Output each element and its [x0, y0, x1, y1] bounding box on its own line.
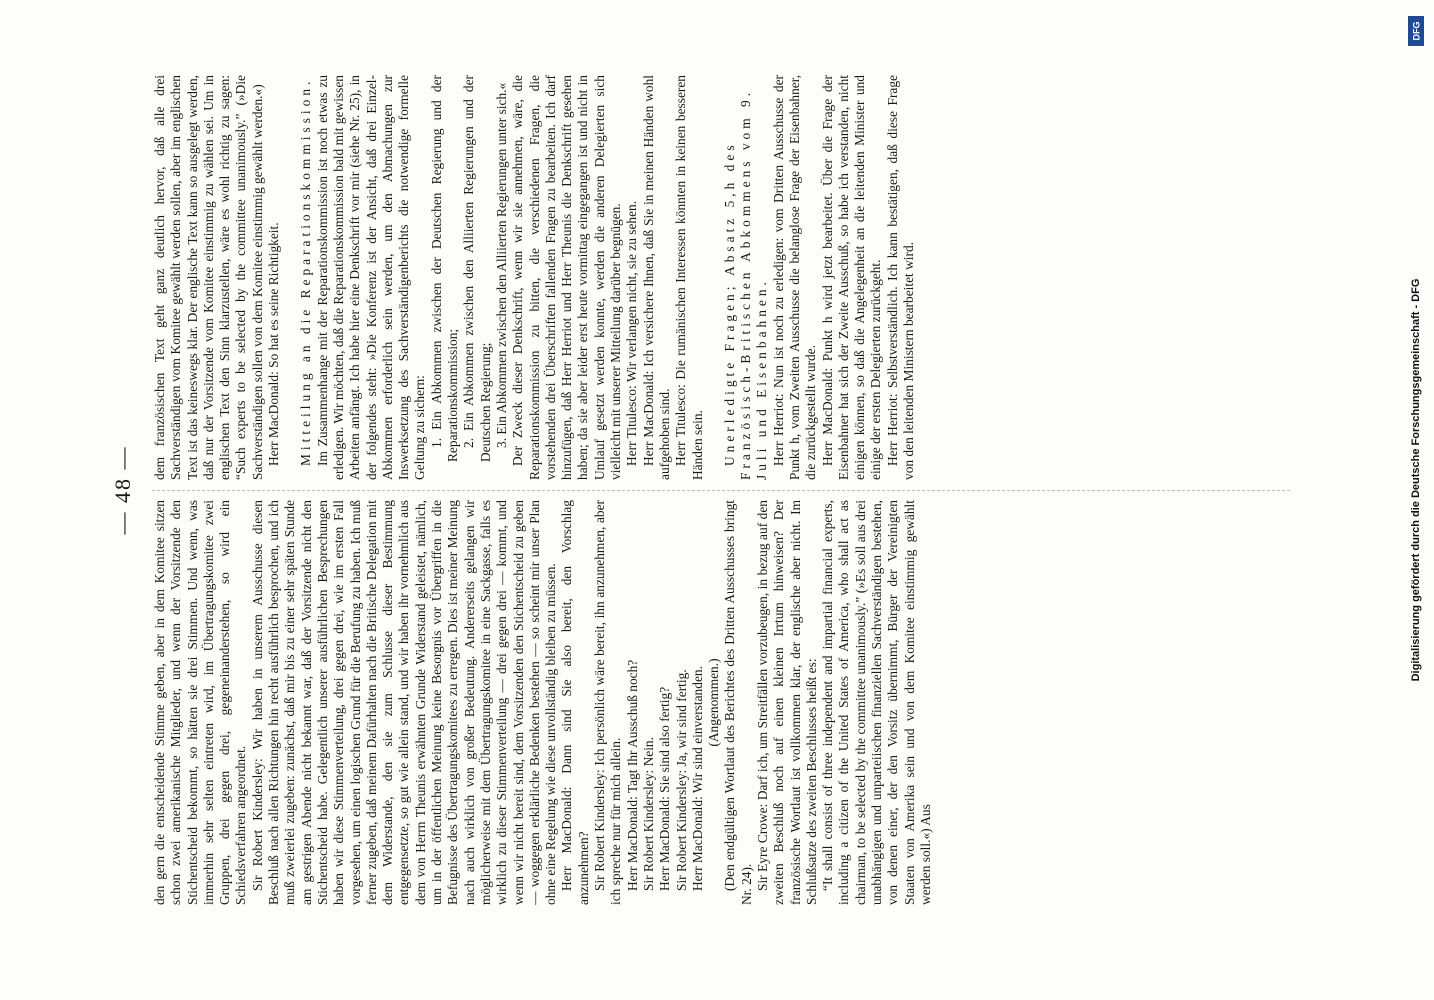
paragraph: Herr MacDonald: Wir sind einverstanden.: [689, 666, 705, 891]
paragraph: Im Zusammenhange mit der Reparationskommission ist noch etwas zu erledigen. Wir möchten, daß die Reparationskommission bald mit gewissen Arbeiten anfängt. Ich habe hier eine Denkschrift vor mir (siehe Nr. 25), in der folgendes steht: »Die Konferenz ist der Ansicht, daß drei Einzel-Abkommen erforderlich sein werden, um den Abmachungen zur Inswerksetzung des Sachverständigenberichts die notwendige formelle Geltung zu sichern:: [314, 75, 428, 480]
column-divider: [152, 489, 1290, 491]
paragraph: Herr Titulesco: Die rumänischen Interessen könnten in keinen besseren Händen sein.: [673, 75, 705, 480]
left-column: [152, 500, 934, 905]
paragraph: Herr MacDonald: Punkt h wird jetzt bearbeitet. Über die Frage der Eisenbahner hat sich der Zweite Ausschuß, so habe ich verstanden, nicht einigen können, so daß die Angelegenheit an die leitenden Minister und einige der ersten Delegierten zurückgeht.: [819, 75, 884, 480]
paragraph: Sir Robert Kindersley: Ja, wir sind fertig.: [673, 669, 689, 891]
page-number: — 48 —: [110, 445, 135, 535]
paragraph: Sir Robert Kindersley: Ich persönlich wäre bereit, ihn anzunehmen, aber ich spreche nur für mich allein.: [592, 500, 624, 905]
paragraph: den gern die entscheidende Stimme geben, aber in dem Komitee sitzen schon zwei amerikanische Mitglieder, und wenn der Vorsitzende den Stichentscheid bekommt, so hätten sie drei Stimmen. Und wenn, was immerhin sehr selten eintreten wird, im Übertragungskomitee zwei Gruppen, drei gegen drei, gegeneinanderstehen, so wird ein Schiedsverfahren angeordnet.: [152, 500, 249, 905]
paragraph: Herr MacDonald: So hat es seine Richtigkeit.: [266, 222, 282, 466]
paragraph-gap: [282, 75, 298, 480]
right-column: [152, 75, 934, 480]
dfg-logo-text: DFG: [1411, 21, 1421, 41]
paragraph: (Angenommen.): [706, 658, 722, 747]
list-item: 1. Ein Abkommen zwischen der Deutschen Regierung und der Reparationskommission;: [428, 75, 461, 462]
list-item: 3. Ein Abkommen zwischen den Alliierten Regierungen unter sich.«: [493, 82, 509, 448]
paragraph: “It shall consist of three independent and impartial financial experts, including a citizen of the United States of America, who shall act as chairman, to be selected by the committee unanimously.” (»Es soll aus drei unabhängigen und unparteiischen finanziellen Sachverständigen bestehen, von denen einer, der den Vorsitz übernimmt, Bürger der Vereinigten Staaten von Amerika sein und von dem Komitee einstimmig gewählt werden soll.«) Aus: [820, 500, 933, 905]
paragraph-gap: [706, 75, 722, 480]
document-sheet: [110, 75, 1290, 905]
paragraph: Der Zweck dieser Denkschrift, wenn wir sie annehmen, wäre, die Reparationskommission zu bitten, die verschiedenen Fragen, die vorstehenden drei Überschriften fallenden Fragen zu bearbeiten. Ich darf hinzufügen, daß Herr Herriot und Herr Theunis die Denkschrift gesehen haben; da sie aber leider erst heute vormittag eingegangen ist und nicht in Umlauf gesetzt werden konnte, werden die anderen Delegierten sich vielleicht mit unserer Mitteilung darüber begnügen.: [510, 75, 624, 480]
paragraph: Sir Robert Kindersley: Nein.: [640, 737, 656, 891]
paragraph: Herr MacDonald: Sie sind also fertig?: [657, 686, 673, 891]
paragraph: Herr MacDonald: Dann sind Sie also bereit, den Vorschlag anzunehmen?: [559, 500, 591, 905]
section-heading: Unerledigte Fragen; Absatz 5,h des Französisch-Britischen Abkommens vom 9. Juli und Eisenbahnen.: [721, 88, 770, 480]
paragraph: Herr MacDonald: Ich versichere Ihnen, daß Sie in meinen Händen wohl aufgehoben sind.: [640, 75, 672, 480]
paragraph: dem französischen Text geht ganz deutlich hervor, daß alle drei Sachverständigen vom Komitee gewählt werden sollen, aber im englischen Text ist das keineswegs klar. Der englische Text kann so ausgelegt werden, daß nur der Vorsitzende vom Komitee einstimmig zu wählen sei. Um in englischen Text den Sinn klarzustellen, wäre es wohl richtig zu sagen: “Such experts to be selected by the committee unanimously.” (»Die Sachverständigen sollen von dem Komitee einstimmig gewählt werden.«): [152, 75, 265, 480]
paragraph: Herr Titulesco: Wir verlangen nicht, sie zu sehen.: [624, 200, 640, 466]
paragraph: Herr MacDonald: Tagt Ihr Ausschuß noch?: [624, 659, 640, 891]
paragraph: Herr Herriot: Nun ist noch zu erledigen: vom Dritten Ausschusse der Punkt h, vom Zweiten Ausschusse die belanglose Frage der Eisenbahner, die zurückgestellt wurde.: [770, 75, 819, 480]
paragraph: Herr Herriot: Selbstverständlich. Ich kann bestätigen, daß diese Frage von den leitenden Ministern bearbeitet wird.: [884, 75, 917, 480]
section-heading: Mitteilung an die Reparationskommission.: [298, 77, 314, 466]
paragraph: Sir Eyre Crowe: Darf ich, um Streitfällen vorzubeugen, in bezug auf den zweiten Beschluß noch auf einen kleinen Irrtum hinweisen? Der französische Wortlaut ist vollkommen klar, der englische aber nicht. Im Schlußsatze des zweiten Beschlusses heißt es:: [754, 500, 819, 905]
list-item: 2. Ein Abkommen zwischen den Alliierten Regierungen und der Deutschen Regierung;: [461, 75, 493, 462]
dfg-sidebar: [1410, 10, 1430, 990]
paragraph: (Den endgültigen Wortlaut des Berichtes des Dritten Ausschusses bringt Nr. 24).: [722, 500, 754, 905]
paragraph: Sir Robert Kindersley: Wir haben in unserem Ausschusse diesen Beschluß nach allen Richtungen hin recht ausführlich besprochen, und ich muß zweierlei zugeben: zunächst, daß mir bis zu einer sehr späten Stunde am gestrigen Abende nicht bekannt war, daß der Vorsitzende nicht den Stichentscheid habe. Gelegentlich unserer ausführlichen Besprechungen haben wir diese Stimmenverteilung, drei gegen drei, wie im ersten Fall vorgesehen, um einen logischen Grund für die Berufung zu haben. Ich muß ferner zugeben, daß meinem Dafürhalten nach die Britische Delegation mit dem Widerstande, den sie zum Schlusse dieser Bestimmung entgegensetzte, so gut wie allein stand, und wir haben ihr vornehmlich aus dem von Herrn Theunis erwähnten Grunde Widerstand geleistet, nämlich, um in der öffentlichen Meinung keine Besorgnis vor Übergriffen in die Befugnisse des Übertragungskomitees zu erregen. Dies ist meiner Meinung nach auch wirklich von großer Bedeutung. Andererseits gelangen wir möglicherweise mit dem Übertragungskomitee in eine Sackgasse, falls es wirklich zu dieser Stimmenverteilung — drei gegen drei — kommt, und wenn wir nicht bereit sind, dem Vorsitzenden den Stichentscheid zu geben — woggegen erklärliche Bedenken bestehen — so scheint mir unser Plan ohne eine Regelung wie diese unvollständig bleiben zu müssen.: [249, 500, 559, 905]
digitization-note: Digitalisierung gefördert durch die Deutsche Forschungsgemeinschaft - DFG: [1410, 278, 1422, 682]
